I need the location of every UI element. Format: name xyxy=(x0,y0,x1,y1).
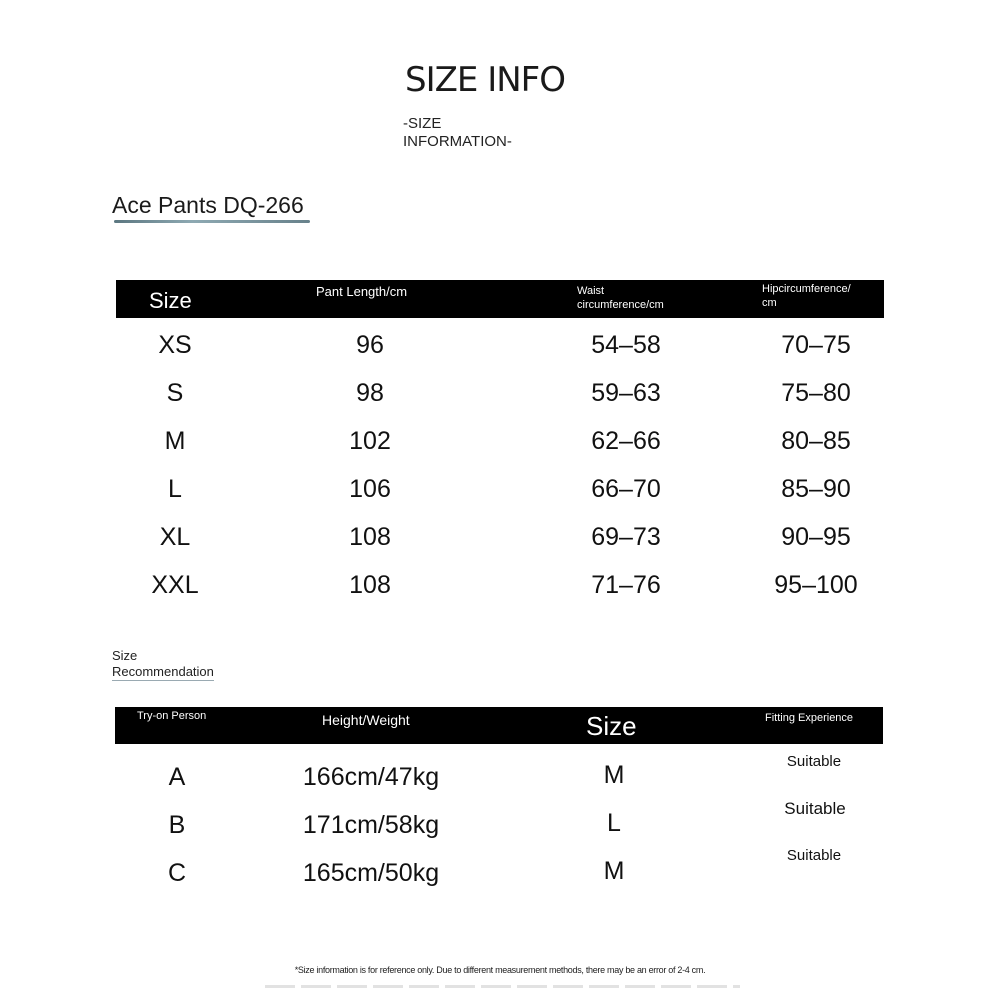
header-pant-length: Pant Length/cm xyxy=(316,284,408,299)
fitting-cell: Suitable xyxy=(784,799,846,818)
waist-cell: 54–58 xyxy=(591,331,661,359)
page-title: SIZE INFO xyxy=(405,60,565,100)
product-name: Ace Pants DQ-266 xyxy=(112,192,304,218)
header-hip: Hipcircumference/ cm xyxy=(762,283,851,309)
hip-cell: 75–80 xyxy=(781,379,851,407)
size-cell: M xyxy=(164,427,186,455)
fitting-cell: Suitable xyxy=(786,753,842,770)
pant-length-cell: 106 xyxy=(349,475,391,503)
pant-length-cell: 108 xyxy=(349,571,391,599)
pant-length-cell: 102 xyxy=(349,427,391,455)
fitting-cell: Suitable xyxy=(786,847,842,864)
waist-cell: 59–63 xyxy=(591,379,661,407)
height-weight-cell: 166cm/47kg xyxy=(302,763,440,791)
size-cell: XXL xyxy=(151,571,199,599)
pant-length-cell: 108 xyxy=(349,523,391,551)
size-cell: L xyxy=(168,475,182,503)
waist-cell: 71–76 xyxy=(591,571,661,599)
header-height-weight: Height/Weight xyxy=(322,712,410,728)
height-weight-cell: 171cm/58kg xyxy=(302,811,440,839)
hip-cell: 70–75 xyxy=(781,331,851,359)
size-cell: XS xyxy=(158,331,192,359)
size-cell: M xyxy=(603,761,625,789)
size-cell: XL xyxy=(159,523,191,551)
hip-cell: 90–95 xyxy=(781,523,851,551)
hip-cell: 80–85 xyxy=(781,427,851,455)
decorative-faint-line xyxy=(265,985,740,988)
size-table-header xyxy=(116,280,884,318)
size-cell: M xyxy=(603,857,625,885)
header-try-on-person: Try-on Person xyxy=(137,710,207,722)
waist-cell: 69–73 xyxy=(591,523,661,551)
person-cell: A xyxy=(168,763,186,791)
pant-length-cell: 98 xyxy=(356,379,384,407)
rec-label-line1: Size xyxy=(112,648,138,663)
waist-cell: 62–66 xyxy=(591,427,661,455)
recommendation-table-header xyxy=(115,707,883,744)
height-weight-cell: 165cm/50kg xyxy=(302,859,440,887)
product-name-underline xyxy=(114,220,310,223)
hip-cell: 95–100 xyxy=(774,571,858,599)
size-cell: S xyxy=(166,379,184,407)
person-cell: B xyxy=(168,811,186,839)
header-size: Size xyxy=(149,288,192,313)
header-fitting-experience: Fitting Experience xyxy=(765,712,854,724)
header-size: Size xyxy=(586,711,637,741)
hip-cell: 85–90 xyxy=(781,475,851,503)
rec-label-line2: Recommendation xyxy=(112,664,214,679)
page-subtitle: -SIZE INFORMATION- xyxy=(403,115,512,150)
waist-cell: 66–70 xyxy=(591,475,661,503)
person-cell: C xyxy=(167,859,187,887)
footnote: *Size information is for reference only. Due to different measurement methods, there may be an error of 2-4 cm. xyxy=(294,965,706,975)
pant-length-cell: 96 xyxy=(356,331,384,359)
size-cell: L xyxy=(607,809,621,837)
header-waist: Waist circumference/cm xyxy=(577,285,664,311)
size-recommendation-label xyxy=(112,648,214,681)
